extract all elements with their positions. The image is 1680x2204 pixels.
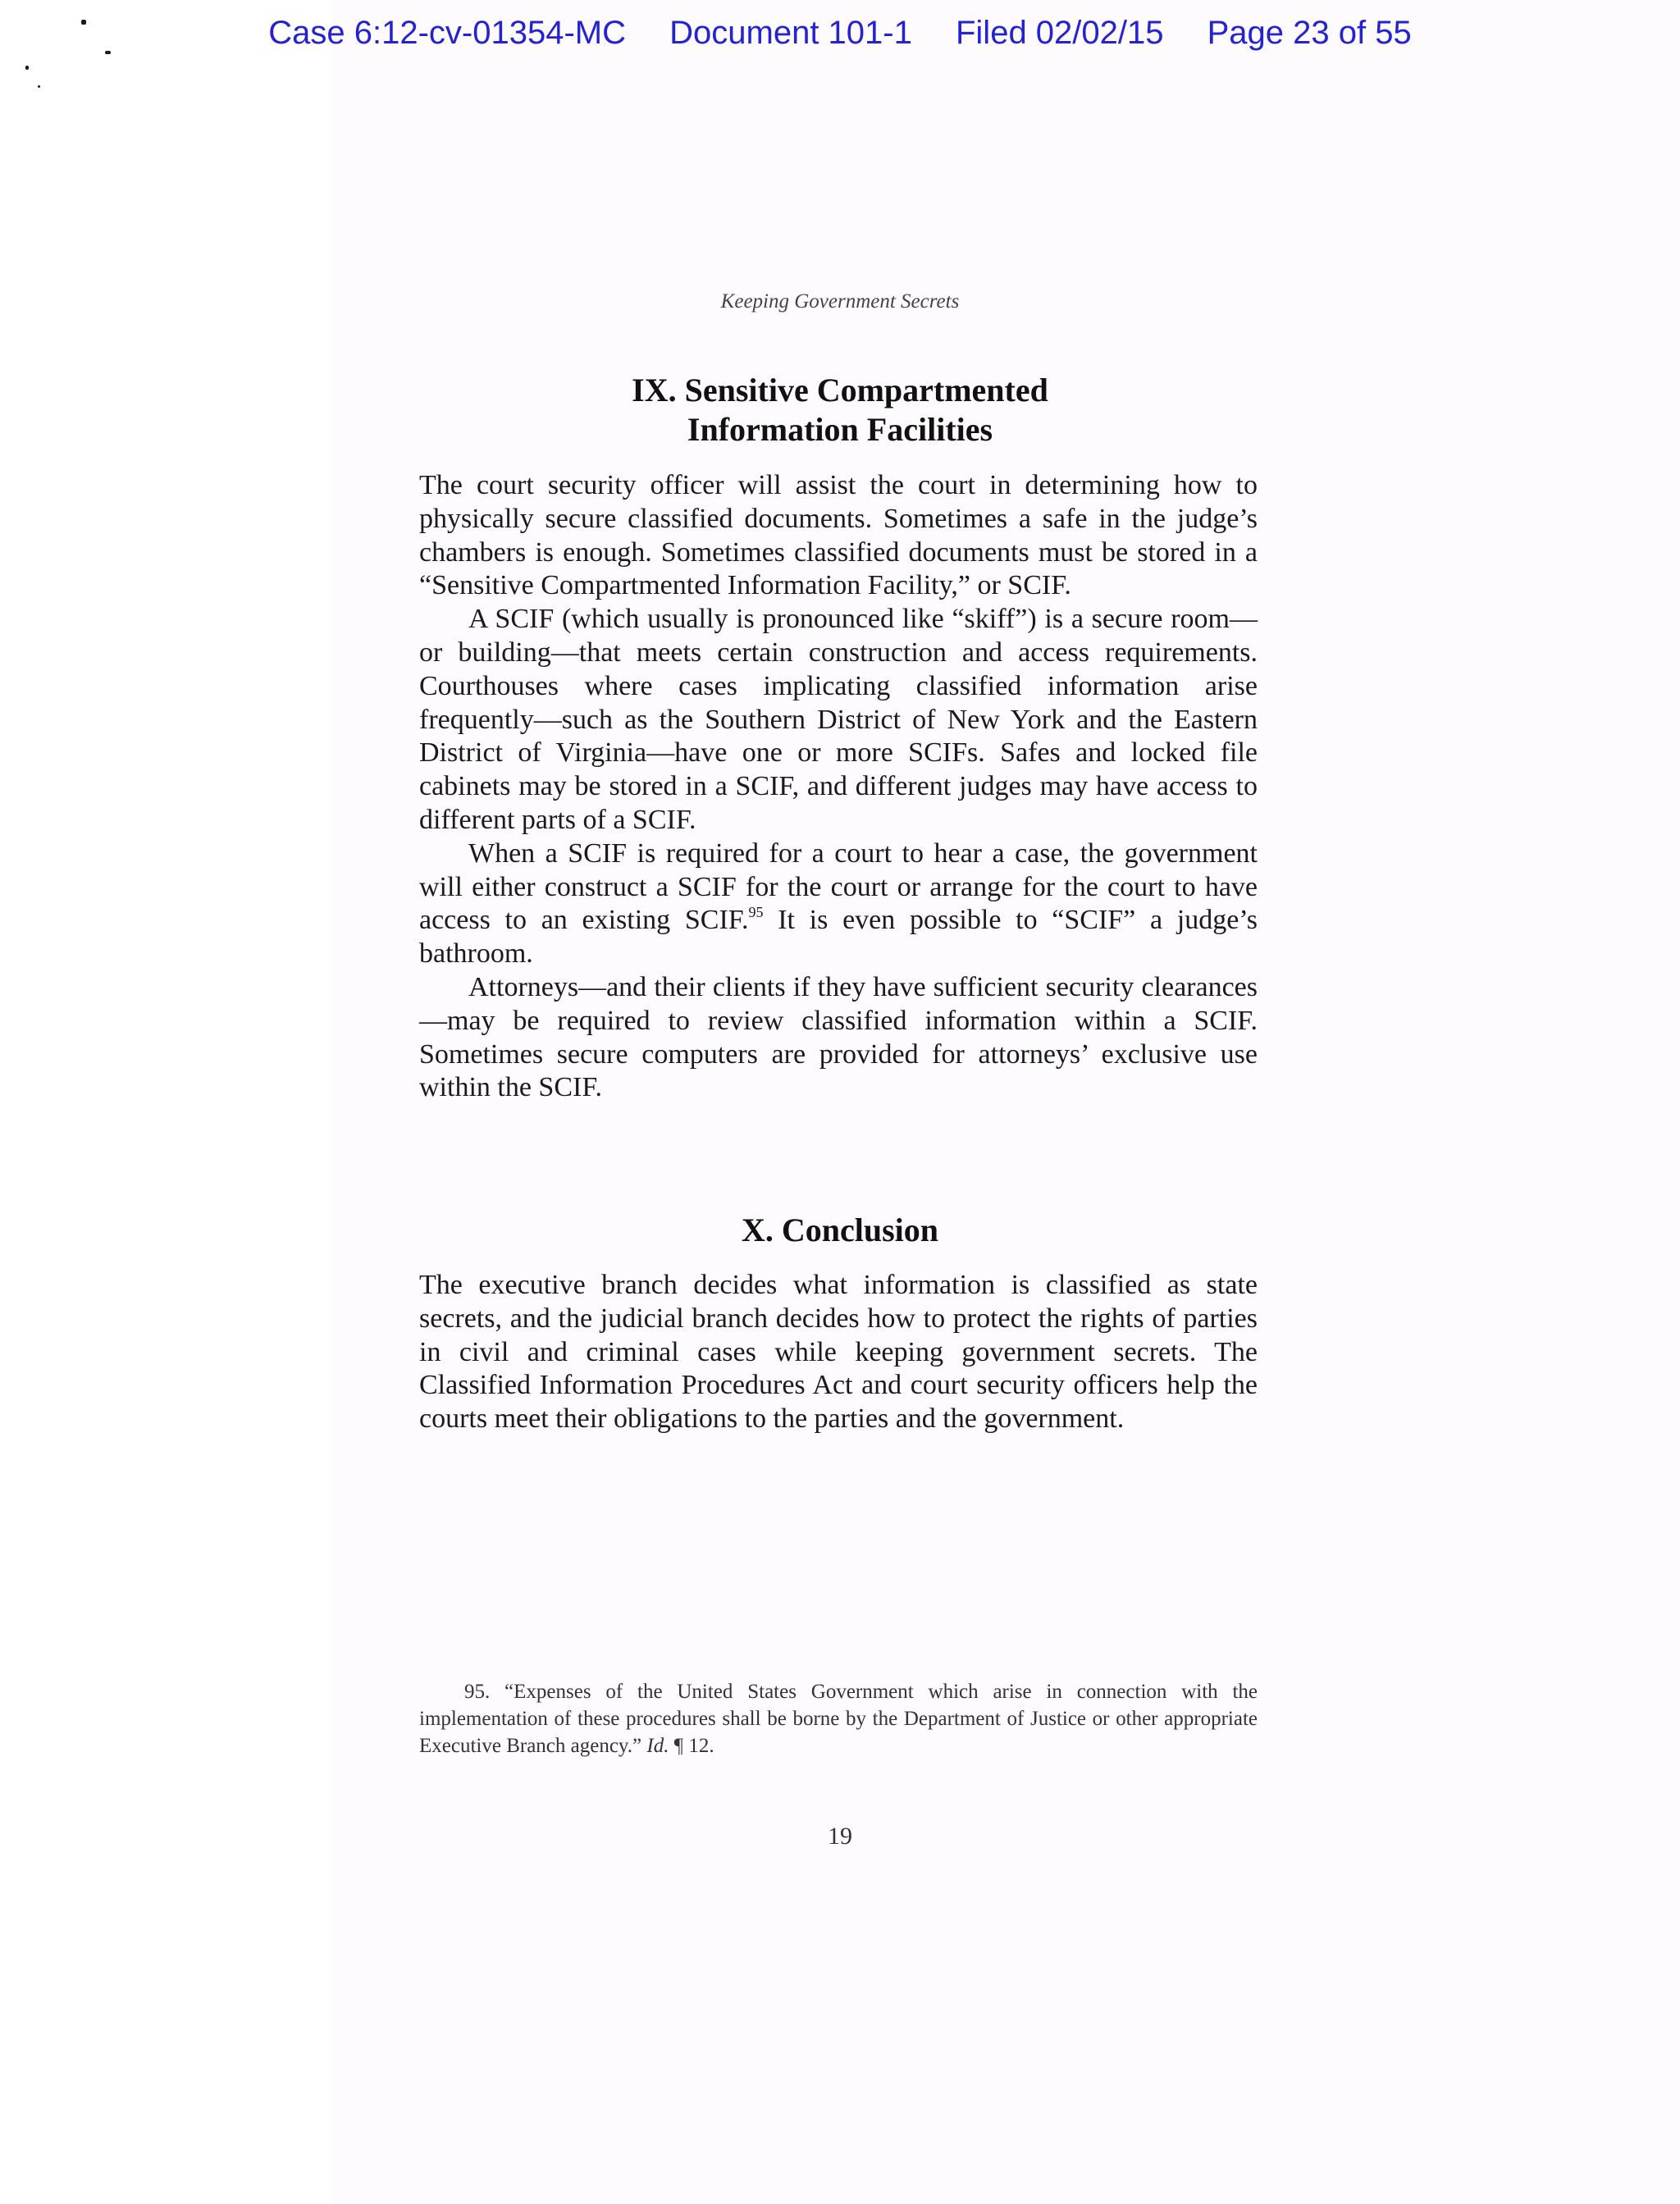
- footnote-text: ¶ 12.: [669, 1735, 714, 1757]
- section-body: [419, 1269, 1258, 1436]
- scan-speck: [38, 85, 40, 88]
- footnote-text: “Expenses of the United States Government which arise in connection with the implementation of these procedures shall be borne by the Department of Justice or other appropriate Executive Branch agency.”: [419, 1681, 1258, 1757]
- paragraph: The court security officer will assist the court in determining how to physically secure classified documents. Sometimes a safe in the judge’s chambers is enough. Sometimes classified documents must be stored in a “Sensitive Compartmented Information Facility,” or SCIF.: [419, 470, 1258, 601]
- filed-date: Filed 02/02/15: [955, 15, 1164, 51]
- paragraph-text: It is even possible to “SCIF” a judge’s bathroom.: [419, 905, 1258, 970]
- page-count: Page 23 of 55: [1207, 15, 1412, 51]
- case-number: Case 6:12-cv-01354-MC: [268, 15, 626, 51]
- scan-speck: [25, 66, 29, 70]
- section-heading-line: IX. Sensitive Compartmented: [632, 372, 1048, 408]
- footnote-ref: 95: [748, 904, 764, 921]
- section-heading: [420, 371, 1260, 449]
- paragraph: Attorneys—and their clients if they have sufficient security clearances—may be required to review classified information within a SCIF. Sometimes secure computers are provided for attorneys’ exclusive use within the SCIF.: [419, 971, 1258, 1103]
- paragraph: The executive branch decides what information is classified as state secrets, and the judicial branch decides how to protect the rights of parties in civil and criminal cases while keeping government secrets. The Classified Information Procedures Act and court security officers help the courts meet their obligations to the parties and the government.: [419, 1270, 1258, 1435]
- footnote-citation: Id.: [646, 1735, 669, 1757]
- running-head: Keeping Government Secrets: [720, 290, 960, 313]
- paragraph-text: When a SCIF is required for a court to hear a case, the government will either construct a SCIF for the court or arrange for the court to have access to an existing SCIF.: [419, 837, 1258, 936]
- section-body: [419, 469, 1258, 1105]
- footnote: [419, 1678, 1258, 1759]
- page-number: 19: [828, 1823, 852, 1850]
- paragraph: [419, 837, 1258, 971]
- ecf-filing-header: [0, 8, 1680, 57]
- document-number: Document 101-1: [669, 15, 912, 51]
- paragraph: A SCIF (which usually is pronounced like “skiff”) is a secure room—or building—that meets certain construction and access requirements. Courthouses where cases implicating classified information arise frequently—such as the Southern District of New York and the Eastern District of Virginia—have one or more SCIFs. Safes and locked file cabinets may be stored in a SCIF, and different judges may have access to different parts of a SCIF.: [419, 604, 1258, 835]
- footnote-number: 95.: [464, 1681, 491, 1703]
- section-heading: X. Conclusion: [741, 1212, 939, 1248]
- section-heading-line: Information Facilities: [687, 411, 993, 448]
